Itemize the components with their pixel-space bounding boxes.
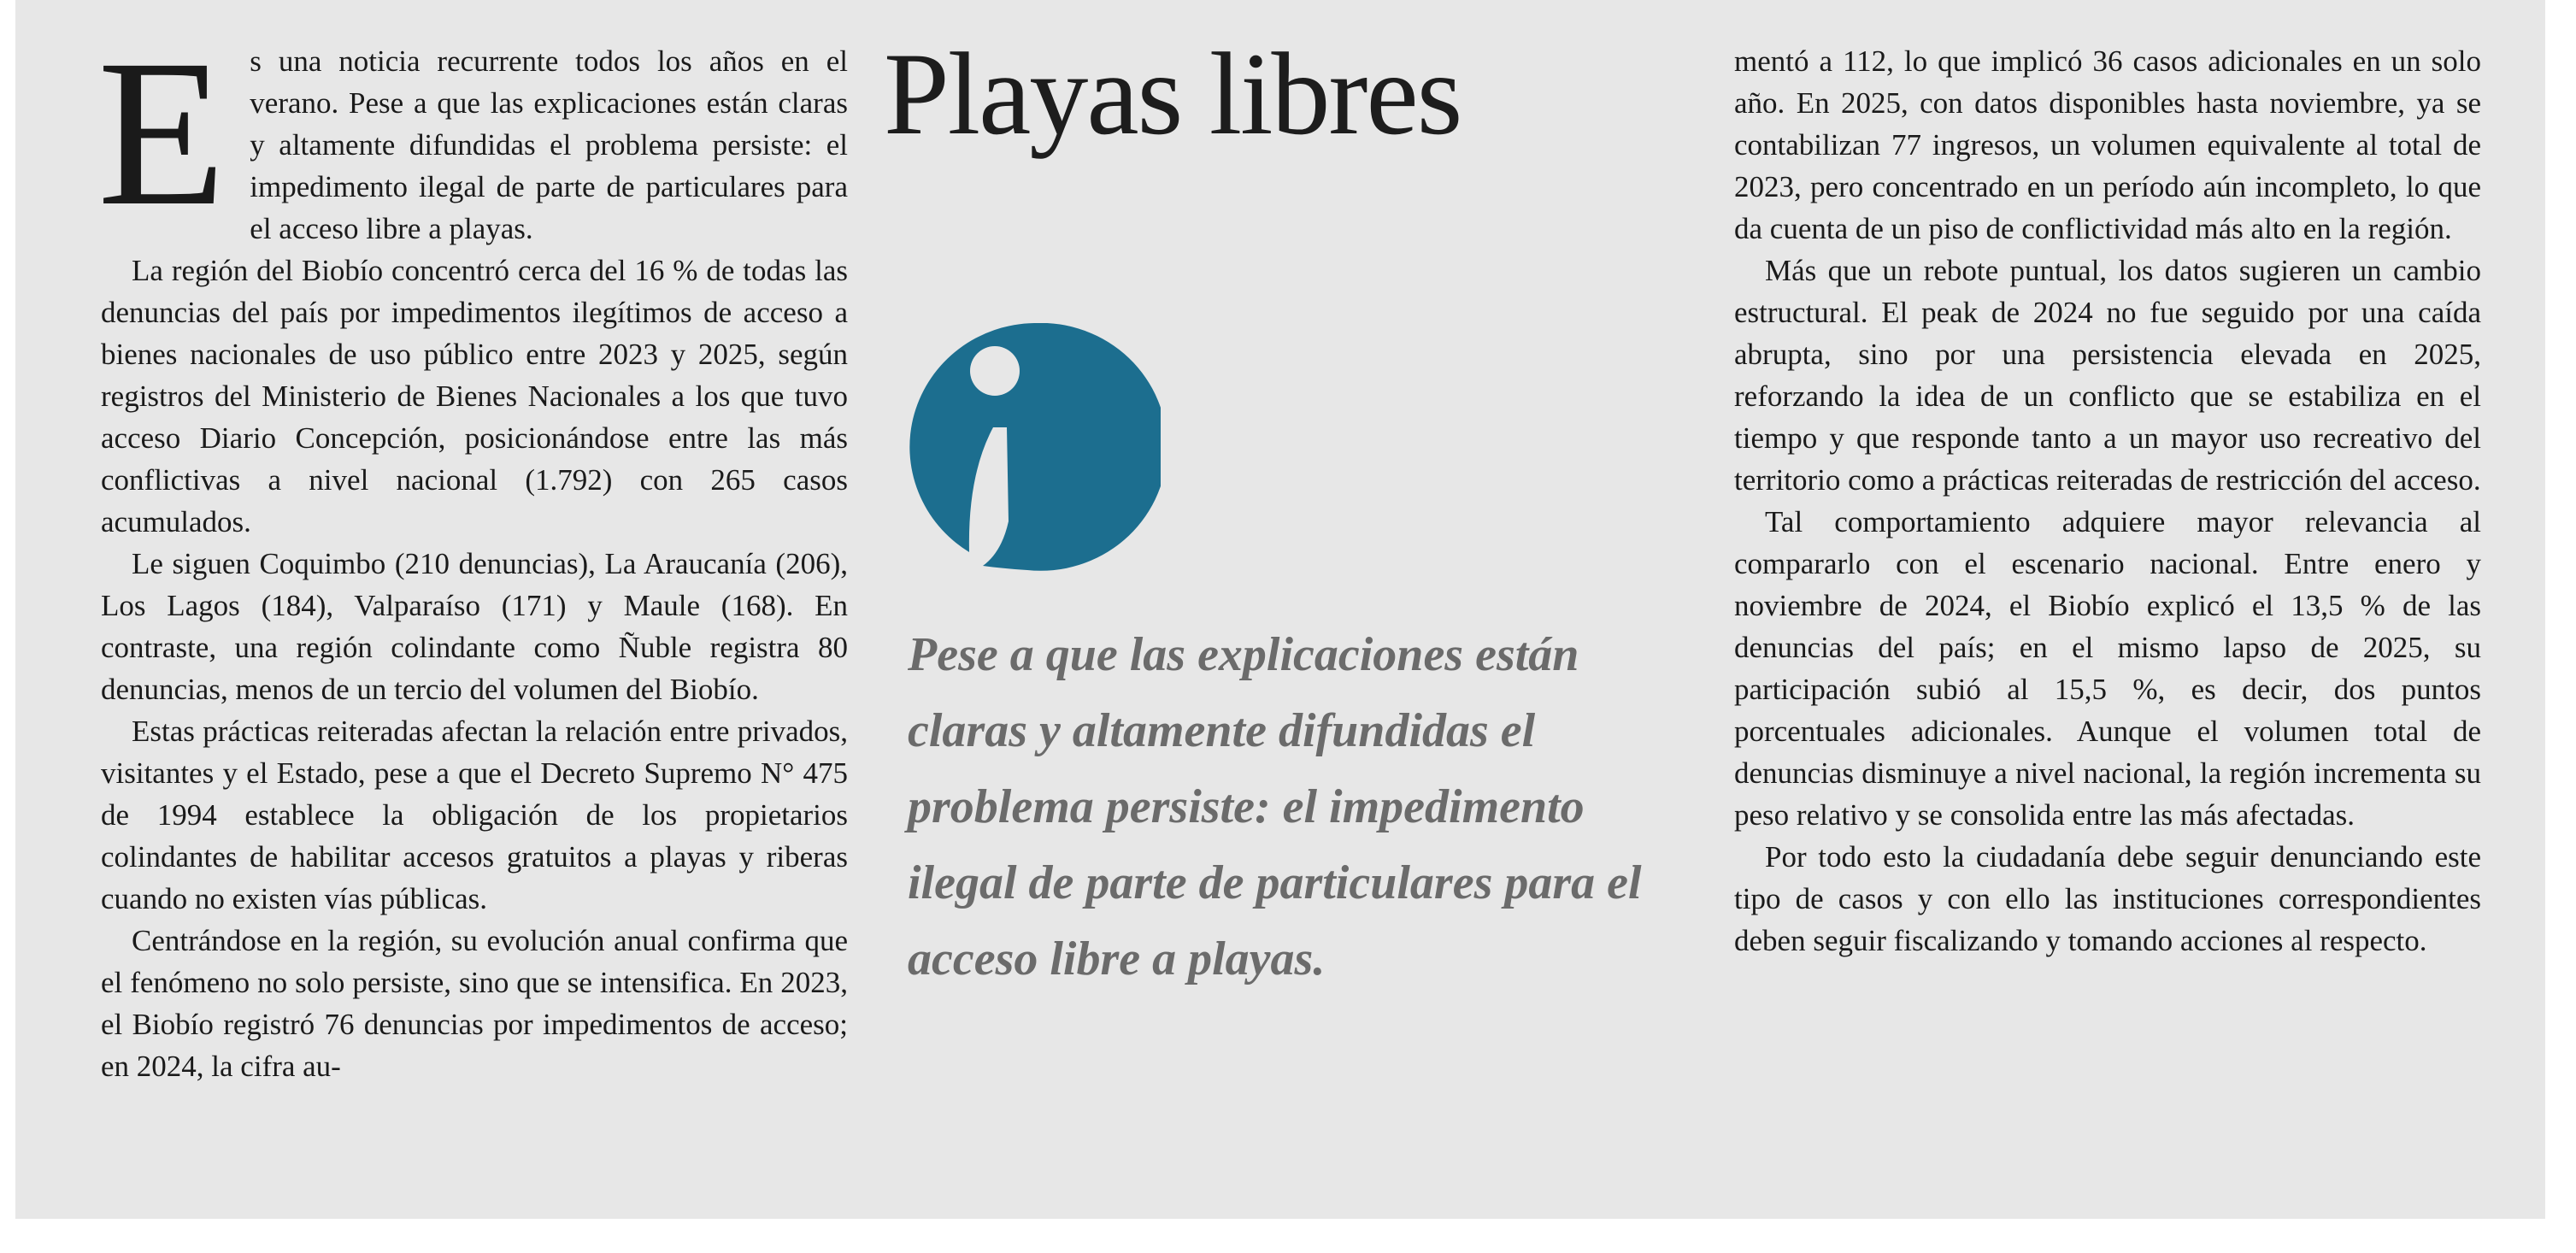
body-paragraph: Más que un rebote puntual, los datos sugieren un cambio estructural. El peak de 2024 no fue seguido por una caída abrupta, sino por una persistencia elevada en 2025, reforzando la idea de un conflicto que se estabiliza en el tiempo y que responde tanto a un mayor uso recreativo del territorio como a prácticas reiteradas de restricción del acceso. (1734, 254, 2481, 497)
body-paragraph: Estas prácticas reiteradas afectan la relación entre privados, visitantes y el Estado, pese a que el Decreto Supremo N° 475 de 1994 establece la obligación de los propietarios colindantes de habilitar accesos gratuitos a playas y riberas cuando no existen vías públicas. (101, 715, 848, 915)
first-paragraph (97, 17, 848, 250)
pull-quote: Pese a que las explicaciones están claras y altamente difundidas el problema persiste: el impedimento ilegal de parte de particulares para el acceso libre a playas. (908, 628, 1642, 985)
article-title: Playas libres (884, 28, 1461, 159)
info-icon-bubble (909, 323, 1161, 571)
body-paragraph: Le siguen Coquimbo (210 denuncias), La Araucanía (206), Los Lagos (184), Valparaíso (171) y Maule (168). En contraste, una región colindante como Ñuble registra 80 denuncias, menos de un tercio del volumen del Biobío. (101, 547, 848, 706)
info-icon (908, 323, 1161, 571)
newspaper-page (15, 0, 2545, 1219)
body-paragraph: Por todo esto la ciudadanía debe seguir denunciando este tipo de casos y con ello las instituciones correspondientes deben seguir fiscalizando y tomando acciones al respecto. (1734, 840, 2481, 957)
drop-cap: E (97, 17, 226, 250)
left-column (97, 17, 848, 1087)
info-icon-dot (970, 346, 1020, 396)
right-column (1734, 40, 2481, 962)
body-paragraph: Centrándose en la región, su evolución anual confirma que el fenómeno no solo persiste, sino que se intensifica. En 2023, el Biobío registró 76 denuncias por impedimentos de acceso; en 2024, la cifra au- (101, 924, 848, 1083)
body-paragraph: Tal comportamiento adquiere mayor relevancia al compararlo con el escenario nacional. Entre enero y noviembre de 2024, el Biobío explicó el 13,5 % de las denuncias del país; en el mismo lapso de 2025, su participación subió al 15,5 %, es decir, dos puntos porcentuales adicionales. Aunque el volumen total de denuncias disminuye a nivel nacional, la región incrementa su peso relativo y se consolida entre las más afectadas. (1734, 505, 2481, 832)
body-paragraph: mentó a 112, lo que implicó 36 casos adicionales en un solo año. En 2025, con datos disponibles hasta noviembre, ya se contabilizan 77 ingresos, un volumen equivalente al total de 2023, pero concentrado en un período aún incompleto, lo que da cuenta de un piso de conflictividad más alto en la región. (1734, 44, 2481, 245)
body-paragraph: La región del Biobío concentró cerca del 16 % de todas las denuncias del país por impedimentos ilegítimos de acceso a bienes nacionales de uso público entre 2023 y 2025, según registros del Ministerio de Bienes Nacionales a los que tuvo acceso Diario Concepción, posicionándose entre las más conflictivas a nivel nacional (1.792) con 265 casos acumulados. (101, 254, 848, 538)
first-paragraph-text: s una noticia recurrente todos los años en el verano. Pese a que las explicaciones están claras y altamente difundidas el problema persiste: el impedimento ilegal de parte de particulares para el acceso libre a playas. (250, 44, 848, 245)
